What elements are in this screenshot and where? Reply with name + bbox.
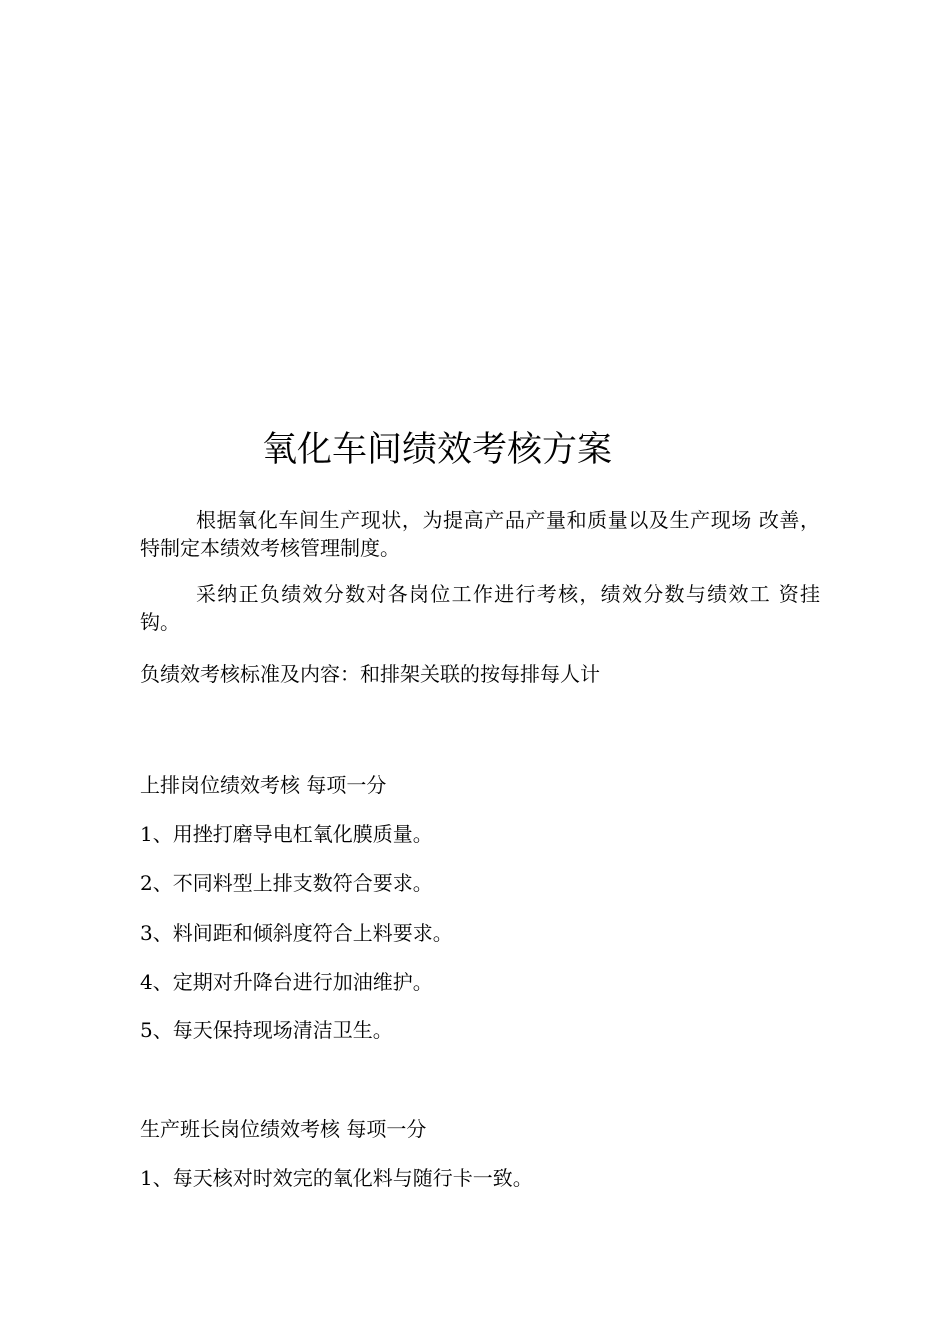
loading-section-heading: 上排岗位绩效考核 每项一分 bbox=[140, 773, 387, 797]
list-item: 5、每天保持现场清洁卫生。 bbox=[140, 1018, 393, 1042]
list-item: 1、用挫打磨导电杠氧化膜质量。 bbox=[140, 822, 433, 846]
scoring-paragraph: 采纳正负绩效分数对各岗位工作进行考核，绩效分数与绩效工 资挂钩。 bbox=[140, 582, 820, 634]
list-item: 2、不同料型上排支数符合要求。 bbox=[140, 871, 433, 895]
list-item: 1、每天核对时效完的氧化料与随行卡一致。 bbox=[140, 1166, 533, 1190]
team-leader-section-heading: 生产班长岗位绩效考核 每项一分 bbox=[140, 1117, 427, 1141]
intro-paragraph: 根据氧化车间生产现状，为提高产品产量和质量以及生产现场 改善，特制定本绩效考核管理制度。 bbox=[140, 508, 820, 560]
list-item: 3、料间距和倾斜度符合上料要求。 bbox=[140, 921, 453, 945]
document-title: 氧化车间绩效考核方案 bbox=[262, 430, 613, 470]
negative-standard-line: 负绩效考核标准及内容：和排架关联的按每排每人计 bbox=[140, 662, 600, 686]
list-item: 4、定期对升降台进行加油维护。 bbox=[140, 970, 433, 994]
